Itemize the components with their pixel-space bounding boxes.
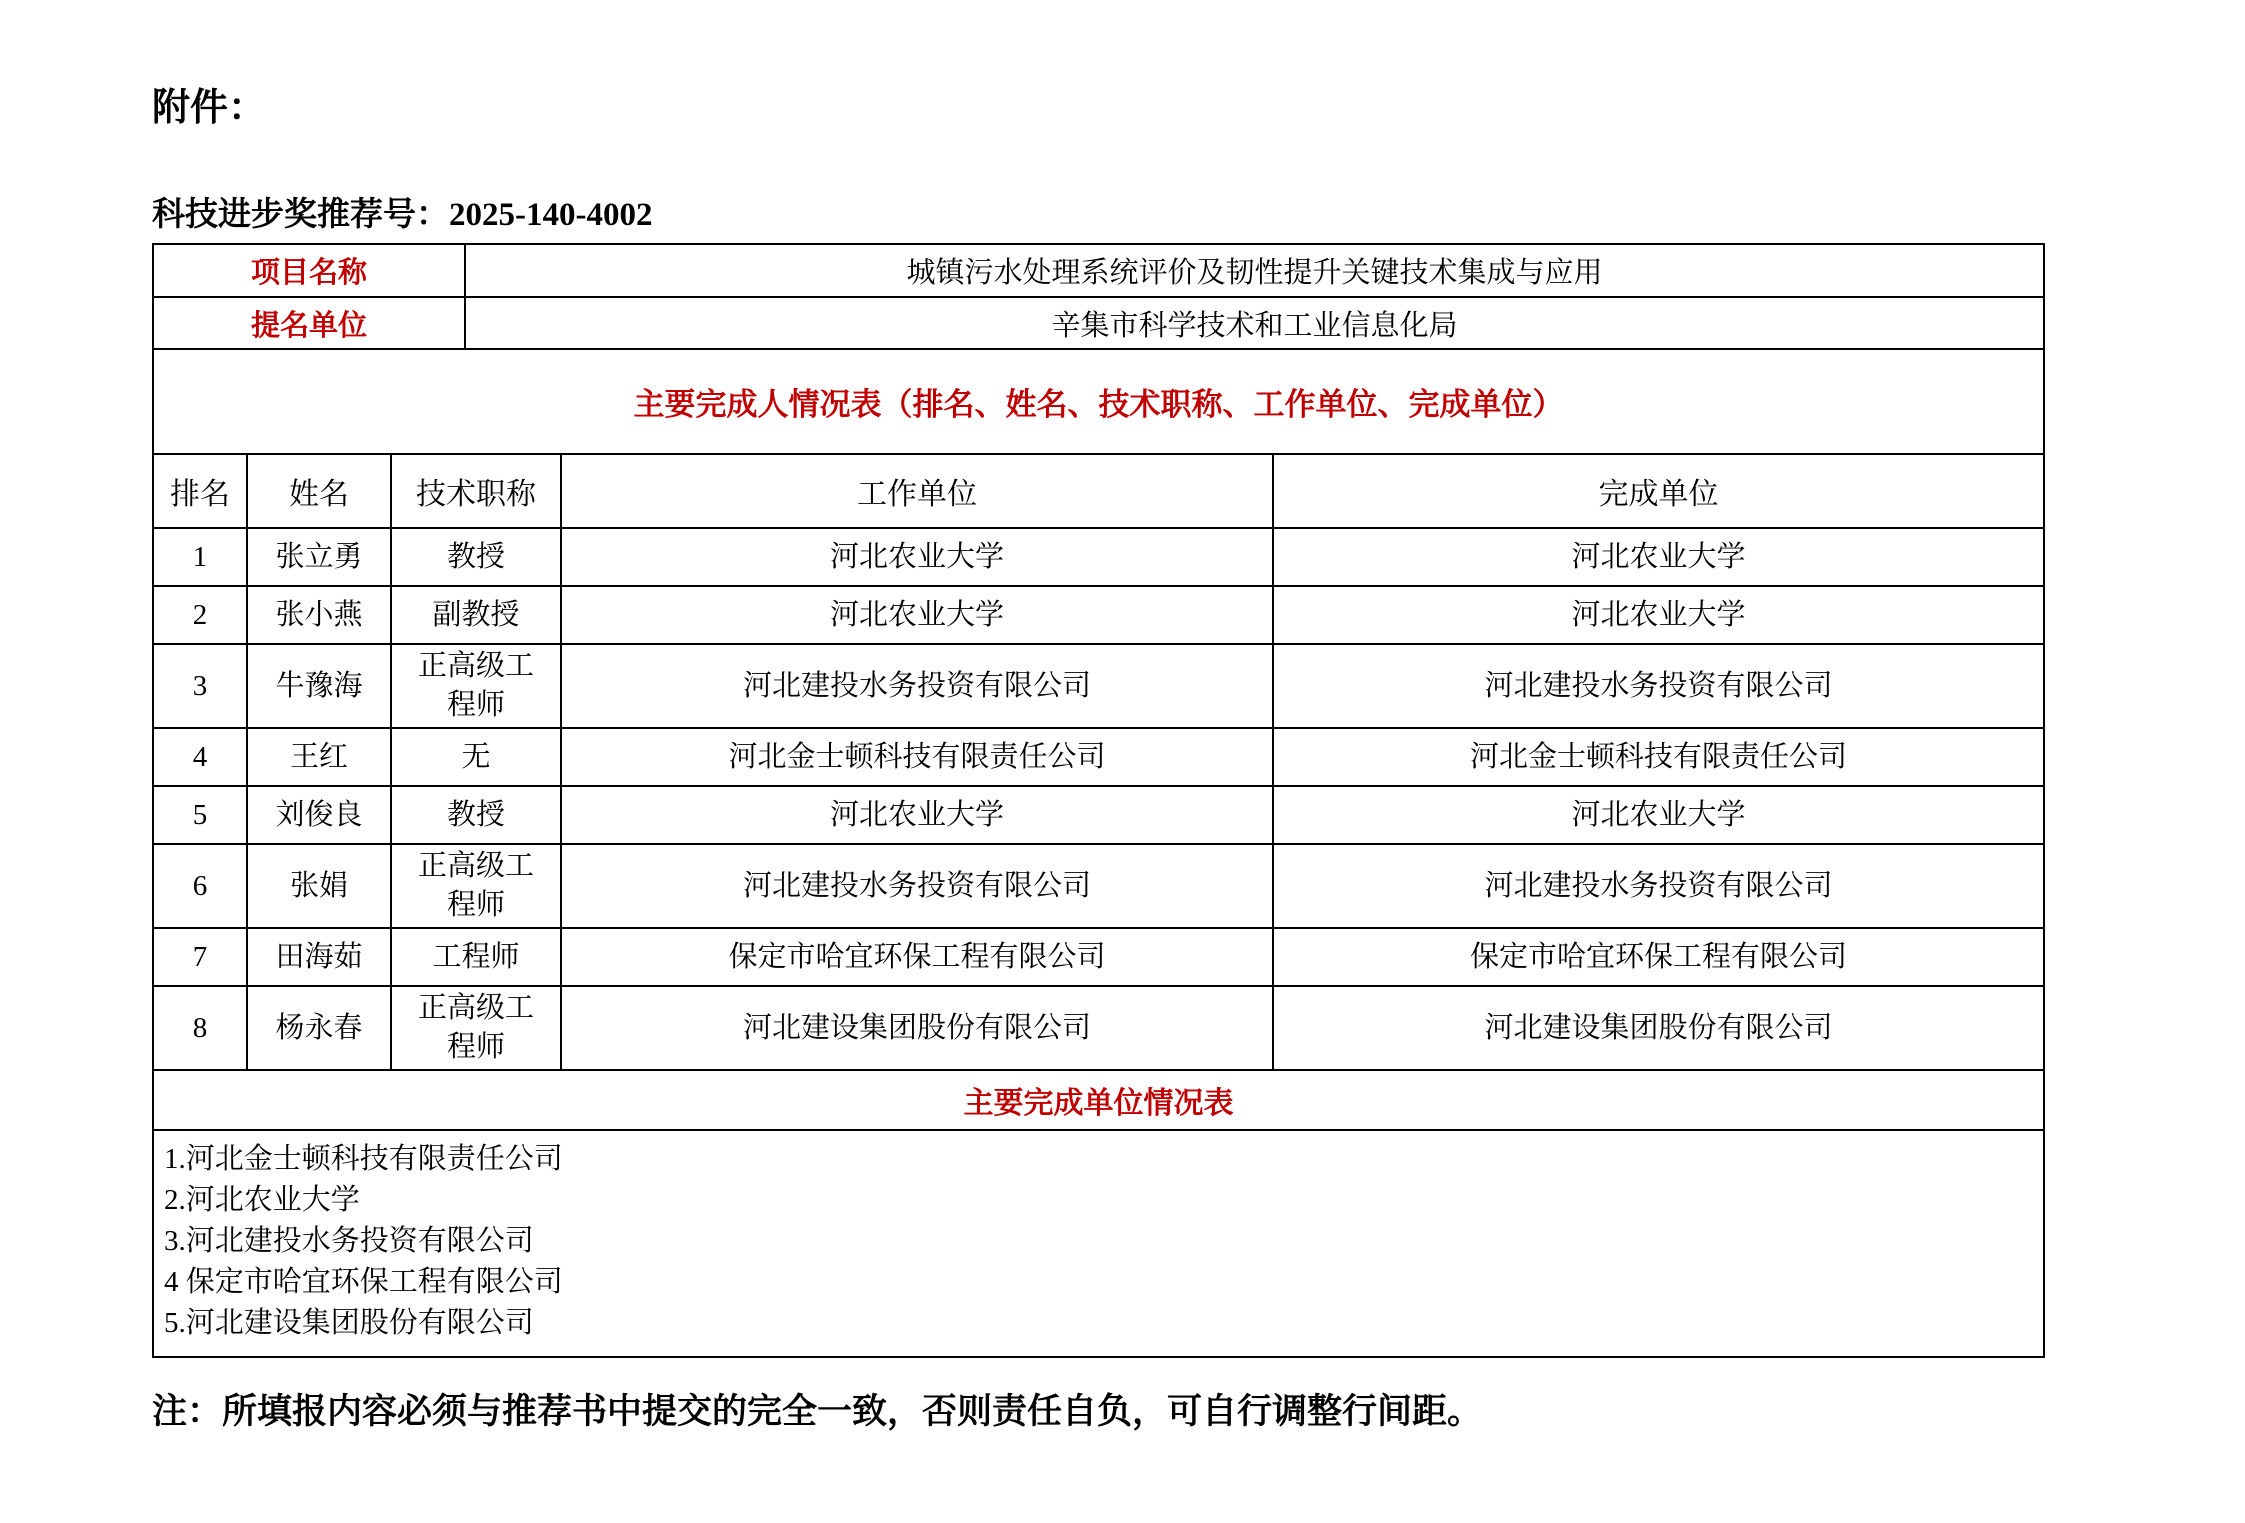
cell-rank: 6 [154,844,247,928]
table-row [154,528,2043,586]
table-header-row [154,455,2043,528]
cell-name: 杨永春 [247,986,391,1070]
cell-rank: 1 [154,528,247,586]
table-row [154,297,2043,349]
cell-work-unit: 河北建投水务投资有限公司 [561,644,1273,728]
cell-completing-unit: 河北农业大学 [1273,586,2043,644]
cell-name: 张小燕 [247,586,391,644]
cell-name: 王红 [247,728,391,786]
cell-rank: 5 [154,786,247,844]
cell-name: 张娟 [247,844,391,928]
col-header-name: 姓名 [247,455,391,528]
cell-title: 正高级工程师 [391,844,561,928]
cell-completing-unit: 保定市哈宜环保工程有限公司 [1273,928,2043,986]
project-name-value: 城镇污水处理系统评价及韧性提升关键技术集成与应用 [465,245,2043,297]
project-info-table [154,245,2043,350]
table-row [154,844,2043,928]
list-item: 4 保定市哈宜环保工程有限公司 [164,1266,563,1298]
recommendation-number: 2025-140-4002 [449,197,653,233]
table-row [154,786,2043,844]
cell-work-unit: 河北建设集团股份有限公司 [561,986,1273,1070]
cell-rank: 7 [154,928,247,986]
project-name-label: 项目名称 [154,245,465,297]
table-row [154,728,2043,786]
cell-name: 牛豫海 [247,644,391,728]
cell-title: 工程师 [391,928,561,986]
list-item: 2.河北农业大学 [164,1184,360,1216]
cell-completing-unit: 河北金士顿科技有限责任公司 [1273,728,2043,786]
cell-work-unit: 河北建投水务投资有限公司 [561,844,1273,928]
table-row [154,245,2043,297]
cell-title: 教授 [391,786,561,844]
recommendation-label: 科技进步奖推荐号： [152,197,449,233]
units-section-title: 主要完成单位情况表 [154,1071,2043,1131]
col-header-title: 技术职称 [391,455,561,528]
cell-work-unit: 河北农业大学 [561,786,1273,844]
award-document-table [152,243,2045,1358]
cell-completing-unit: 河北建设集团股份有限公司 [1273,986,2043,1070]
cell-rank: 3 [154,644,247,728]
cell-title: 教授 [391,528,561,586]
cell-rank: 8 [154,986,247,1070]
cell-name: 刘俊良 [247,786,391,844]
cell-completing-unit: 河北农业大学 [1273,528,2043,586]
cell-title: 副教授 [391,586,561,644]
cell-work-unit: 保定市哈宜环保工程有限公司 [561,928,1273,986]
cell-work-unit: 河北农业大学 [561,586,1273,644]
cell-completing-unit: 河北建投水务投资有限公司 [1273,644,2043,728]
table-row [154,586,2043,644]
list-item: 3.河北建投水务投资有限公司 [164,1225,534,1257]
completing-units-list [154,1131,2043,1356]
recommendation-number-line [152,188,652,235]
col-header-work-unit: 工作单位 [561,455,1273,528]
cell-work-unit: 河北农业大学 [561,528,1273,586]
col-header-completing-unit: 完成单位 [1273,455,2043,528]
completers-table [154,455,2043,1071]
nominating-unit-value: 辛集市科学技术和工业信息化局 [465,297,2043,349]
cell-title: 正高级工程师 [391,986,561,1070]
cell-name: 张立勇 [247,528,391,586]
cell-title: 无 [391,728,561,786]
col-header-rank: 排名 [154,455,247,528]
cell-work-unit: 河北金士顿科技有限责任公司 [561,728,1273,786]
nominating-unit-label: 提名单位 [154,297,465,349]
table-row [154,986,2043,1070]
table-row [154,644,2043,728]
cell-completing-unit: 河北建投水务投资有限公司 [1273,844,2043,928]
cell-name: 田海茹 [247,928,391,986]
footer-note: 注：所填报内容必须与推荐书中提交的完全一致，否则责任自负，可自行调整行间距。 [152,1392,1483,1431]
cell-completing-unit: 河北农业大学 [1273,786,2043,844]
cell-rank: 2 [154,586,247,644]
table-row [154,928,2043,986]
cell-title: 正高级工程师 [391,644,561,728]
attachment-heading: 附件： [152,87,267,129]
list-item: 5.河北建设集团股份有限公司 [164,1307,534,1339]
list-item: 1.河北金士顿科技有限责任公司 [164,1143,563,1175]
cell-rank: 4 [154,728,247,786]
completers-section-title: 主要完成人情况表（排名、姓名、技术职称、工作单位、完成单位） [154,350,2043,455]
